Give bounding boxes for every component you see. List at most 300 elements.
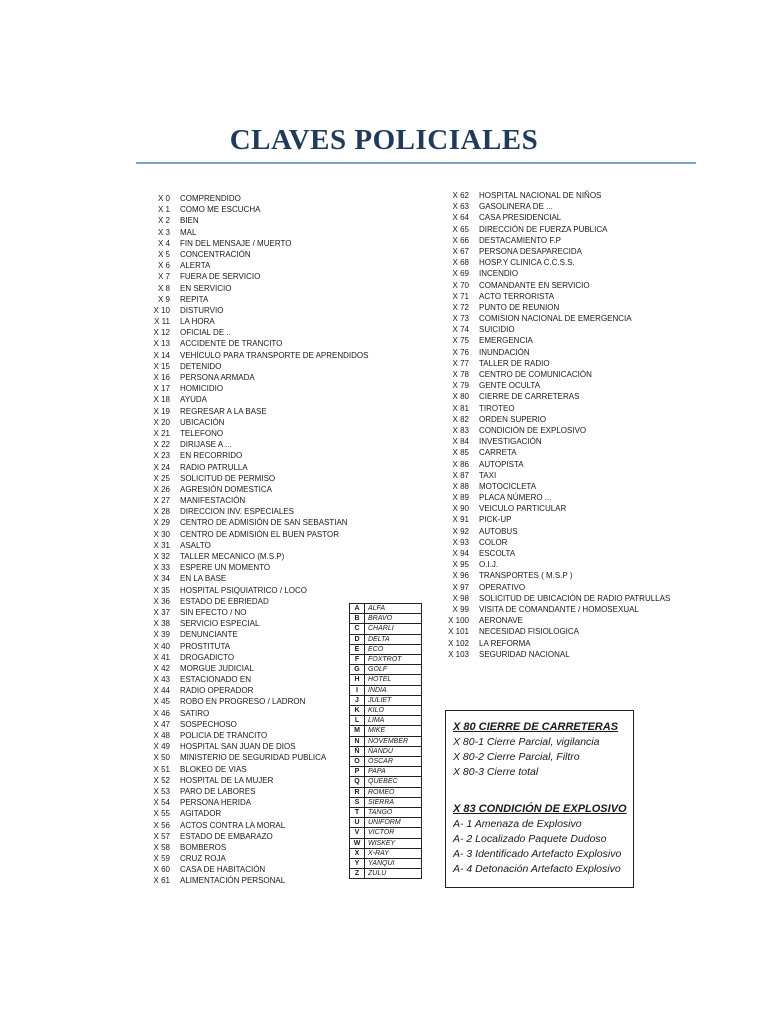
code-row [438,615,670,626]
code-id: X 3 [157,227,170,237]
code-id: X 67 [452,246,469,256]
code-id: X 86 [452,459,469,469]
code-row [438,358,670,369]
alphabet-word: YANQUI [365,859,422,869]
code-row [438,324,670,335]
code-meaning: DESTACAMIENTO F.P [479,235,561,245]
code-meaning: CRUZ ROJA [180,854,226,864]
code-row [142,294,369,305]
code-id: X 11 [154,317,170,327]
code-id: X 59 [153,854,170,864]
code-meaning: ESTADO DE EMBARAZO [180,831,273,841]
code-row [142,204,369,215]
code-row [142,406,369,417]
alphabet-letter: L [350,716,365,726]
alphabet-word: PAPA [365,767,422,777]
code-id: X 16 [153,373,170,382]
code-id: X 41 [153,652,170,662]
code-meaning: ESTADO DE EBRIEDAD [180,596,269,606]
code-id: X 57 [153,831,170,841]
code-id: X 45 [153,697,170,707]
code-meaning: ASALTO [180,540,211,550]
alphabet-letter: P [350,767,365,777]
code-meaning: DIRIJASE A ... [180,440,232,450]
alphabet-word: UNIFORM [365,818,422,828]
code-id: X 53 [153,786,170,796]
alphabet-letter: E [350,644,365,654]
code-id: X 61 [153,876,170,886]
code-meaning: EN SERVICIO [180,283,232,293]
code-row [142,629,369,640]
code-meaning: INUNDACIÓN [479,347,530,357]
code-id: X 9 [157,294,170,304]
code-row [142,350,369,361]
code-id: X 65 [452,224,469,234]
alphabet-word: LIMA [365,716,422,726]
code-meaning: SATIRO [180,708,210,718]
code-id: X 73 [452,314,469,324]
code-row [142,428,369,439]
code-meaning: ORDEN SUPERIO [479,414,547,424]
alphabet-word: FOXTROT [365,655,422,665]
code-meaning: ESTACIONADO EN [180,675,251,685]
phonetic-alphabet-table [349,603,422,879]
code-id: X 55 [153,809,170,819]
code-meaning: SIN EFECTO / NO [180,607,247,617]
alphabet-row [350,757,422,767]
code-id: X 13 [153,339,170,349]
code-meaning: BLOKEO DE VIAS [180,764,247,774]
code-row [438,280,670,291]
alphabet-word: ZULÚ [365,869,422,879]
alphabet-row [350,644,422,654]
code-row [438,626,670,637]
code-id: X 29 [153,518,170,528]
code-id: X 60 [153,865,170,875]
x80-section [453,721,618,780]
alphabet-word: BRAVO [365,614,422,624]
code-row [142,685,369,696]
alphabet-word: ALFA [365,604,422,614]
code-row [142,674,369,685]
code-row [438,582,670,593]
code-id: X 22 [153,440,170,450]
alphabet-letter: T [350,808,365,818]
alphabet-row [350,848,422,858]
code-id: X 34 [153,574,170,584]
code-meaning: PERSONA HERIDA [180,798,252,808]
alphabet-letter: A [350,604,365,614]
code-meaning: AUTOBUS [479,526,518,536]
code-meaning: LA REFORMA [479,638,531,648]
code-row [142,808,369,819]
code-meaning: RADIO OPERADOR [180,686,254,696]
alphabet-word: KILO [365,706,422,716]
alphabet-letter: K [350,706,365,716]
code-id: X 21 [153,428,170,438]
code-row [142,719,369,730]
code-row [142,506,369,517]
code-id: X 84 [452,437,469,447]
alphabet-row [350,655,422,665]
code-row [142,462,369,473]
code-row [438,593,670,604]
alphabet-letter: N [350,736,365,746]
code-id: X 64 [452,213,469,223]
alphabet-letter: Ñ [350,746,365,756]
code-row [438,447,670,458]
code-meaning: UBICACIÓN [180,417,225,427]
code-id: X 32 [153,552,170,561]
code-meaning: PARO DE LABORES [180,786,256,796]
code-row [142,517,369,528]
code-id: X 7 [157,272,170,282]
code-id: X 18 [153,395,170,405]
code-row [438,224,670,235]
code-row [438,481,670,492]
code-row [142,741,369,752]
code-row [142,283,369,294]
code-id: X 49 [153,742,170,752]
code-row [142,249,369,260]
alphabet-letter: J [350,695,365,705]
code-row [438,503,670,514]
code-id: X 25 [153,473,170,483]
code-id: X 27 [153,496,170,506]
code-meaning: COMANDANTE EN SERVICIO [479,280,590,290]
alphabet-row [350,675,422,685]
alphabet-word: GOLF [365,665,422,675]
code-meaning: HOSPITAL PSIQUIATRICO / LOCO [180,585,307,595]
code-row [438,268,670,279]
code-id: X 82 [452,414,469,424]
code-meaning: OFICIAL DE .. [180,328,231,338]
code-id: X 100 [448,616,469,626]
code-id: X 48 [153,731,170,740]
code-meaning: EMERGENCIA [479,336,533,346]
code-id: X 20 [153,417,170,427]
code-meaning: RADIO PATRULLA [180,462,248,472]
alphabet-letter: X [350,848,365,858]
code-meaning: TRANSPORTES ( M.S.P ) [479,571,573,581]
code-meaning: DIRECCIÓN DE FUERZA PUBLICA [479,224,608,234]
code-meaning: COLOR [479,537,508,547]
code-meaning: EN LA BASE [180,574,227,584]
code-meaning: TIROTEO [479,403,515,413]
alphabet-row [350,797,422,807]
code-id: X 77 [452,358,469,368]
code-meaning: HOSPITAL NACIONAL DE NIÑOS [479,191,602,200]
code-id: X 12 [153,328,170,338]
alphabet-letter: F [350,655,365,665]
code-id: X 56 [153,820,170,830]
code-meaning: ESPERE UN MOMENTO [180,563,271,573]
code-meaning: CASA PRESIDENCIAL [479,213,562,223]
code-id: X 68 [452,258,469,268]
code-row [142,238,369,249]
code-id: X 17 [153,384,170,394]
code-meaning: PERSONA DESAPARECIDA [479,246,582,256]
code-meaning: EN RECORRIDO [180,451,243,461]
x80-heading: X 80 CIERRE DE CARRETERAS [453,721,619,733]
code-row [438,492,670,503]
alphabet-row [350,665,422,675]
code-id: X 6 [157,261,170,271]
alphabet-word: NOVEMBER [365,736,422,746]
code-id: X 52 [153,775,170,785]
code-id: X 103 [448,649,469,659]
alphabet-letter: R [350,787,365,797]
code-row [142,764,369,775]
code-row [142,338,369,349]
code-id: X 99 [452,604,469,614]
alphabet-row [350,614,422,624]
code-row [438,369,670,380]
code-id: X 91 [452,515,469,525]
code-id: X 89 [452,493,469,503]
code-id: X 39 [153,630,170,640]
code-meaning: CENTRO DE ADMISIÓN EL BUEN PASTOR [180,529,339,539]
code-meaning: ACTO TERRORISTA [479,291,555,301]
alphabet-letter: I [350,685,365,695]
code-row [438,604,670,615]
code-row [142,585,369,596]
code-row [142,372,369,383]
code-row [438,470,670,481]
code-meaning: SERVICIO ESPECIAL [180,619,260,629]
alphabet-letter: Q [350,777,365,787]
code-meaning: PERSONA ARMADA [180,373,255,382]
code-row [142,752,369,763]
code-row [142,663,369,674]
code-id: X 75 [452,336,469,346]
code-id: X 81 [452,403,469,413]
code-meaning: ACTOS CONTRA LA MORAL [180,820,286,830]
code-row [142,797,369,808]
alphabet-letter: U [350,818,365,828]
alphabet-row [350,736,422,746]
code-meaning: ROBO EN PROGRESO / LADRON [180,697,306,707]
code-row [438,212,670,223]
code-id: X 63 [452,202,469,212]
code-row [142,305,369,316]
code-id: X 14 [153,350,170,360]
code-row [438,425,670,436]
code-meaning: FUERA DE SERVICIO [180,272,261,282]
codes-column-left [142,193,369,887]
code-meaning: NECESIDAD FISIOLOGICA [479,627,580,637]
code-meaning: MAL [180,227,197,237]
code-id: X 101 [448,627,469,637]
code-row [142,394,369,405]
code-row [142,316,369,327]
code-id: X 8 [157,283,170,293]
code-meaning: INCENDIO [479,269,519,279]
code-meaning: CONDICIÓN DE EXPLOSIVO [479,425,587,435]
code-meaning: AGRESIÓN DOMESTICA [180,484,273,494]
code-meaning: GENTE OCULTA [479,381,541,391]
x83-item: A- 1 Amenaza de Explosivo [453,818,582,830]
code-id: X 38 [153,619,170,629]
code-row [142,361,369,372]
alphabet-row [350,828,422,838]
alphabet-word: OSCAR [365,757,422,767]
code-id: X 15 [153,361,170,371]
code-row [438,190,670,201]
code-id: X 40 [153,641,170,651]
code-meaning: REPITA [180,294,209,304]
alphabet-row [350,838,422,848]
code-row [142,875,369,886]
code-meaning: ALIMENTACIÓN PERSONAL [180,876,286,886]
alphabet-word: WISKEY [365,838,422,848]
code-meaning: ESCOLTA [479,549,516,558]
code-meaning: SOLICITUD DE UBICACIÓN DE RADIO PATRULLAS [479,593,671,603]
alphabet-letter: C [350,624,365,634]
alphabet-row [350,604,422,614]
code-id: X 50 [153,753,170,763]
code-row [142,383,369,394]
code-meaning: CARRETA [479,448,517,458]
code-row [438,638,670,649]
code-meaning: DETENIDO [180,361,222,371]
code-row [438,414,670,425]
code-id: X 51 [153,764,170,774]
code-id: X 90 [452,504,469,514]
code-id: X 76 [452,347,469,357]
code-meaning: HOSP.Y CLINICA C.C.S.S. [479,258,575,268]
code-id: X 87 [452,470,469,480]
code-row [438,403,670,414]
code-row [438,514,670,525]
code-meaning: INVESTIGACIÓN [479,437,542,447]
code-meaning: HOSPITAL DE LA MUJER [180,775,274,785]
code-meaning: PLACA NÚMERO ... [479,493,552,503]
title-underline [136,162,696,164]
alphabet-row [350,859,422,869]
code-meaning: CENTRO DE ADMISIÓN DE SAN SEBASTIAN [180,518,348,528]
alphabet-word: ROMEO [365,787,422,797]
code-meaning: SUICIDIO [479,325,515,335]
alphabet-word: X-RAY [365,848,422,858]
code-row [142,708,369,719]
codes-column-right [438,190,670,660]
code-id: X 95 [452,560,469,570]
code-meaning: DROGADICTO [180,652,235,662]
alphabet-word: CHARLI [365,624,422,634]
alphabet-word: HOTEL [365,675,422,685]
code-row [142,652,369,663]
code-meaning: POLICIA DE TRANCITO [180,731,268,740]
code-meaning: SOSPECHOSO [180,719,237,729]
code-id: X 31 [153,540,170,550]
code-meaning: VEICULO PARTICULAR [479,504,567,514]
x80-item: X 80-2 Cierre Parcial, Filtro [453,751,580,763]
code-row [142,573,369,584]
code-meaning: GASOLINERA DE ... [479,202,553,212]
alphabet-letter: G [350,665,365,675]
alphabet-row [350,767,422,777]
code-row [438,246,670,257]
code-row [438,459,670,470]
code-meaning: CIERRE DE CARRETERAS [479,392,580,402]
alphabet-row [350,716,422,726]
alphabet-letter: M [350,726,365,736]
code-meaning: O.I.J. [479,560,499,570]
alphabet-row [350,808,422,818]
code-id: X 85 [452,448,469,458]
alphabet-word: INDIA [365,685,422,695]
code-row [142,562,369,573]
code-row [438,257,670,268]
code-row [438,436,670,447]
alphabet-letter: W [350,838,365,848]
code-row [142,831,369,842]
code-row [142,473,369,484]
code-id: X 62 [452,191,469,200]
alphabet-row [350,777,422,787]
code-meaning: COMO ME ESCUCHA [180,205,261,215]
code-id: X 74 [452,325,469,335]
code-meaning: PUNTO DE REUNION [479,302,560,312]
code-row [438,548,670,559]
code-id: X 102 [448,638,469,648]
code-id: X 0 [157,194,170,203]
code-meaning: AERONAVE [479,616,523,626]
code-row [142,551,369,562]
code-meaning: REGRESAR A LA BASE [180,406,267,416]
code-id: X 98 [452,593,469,603]
code-meaning: SEGURIDAD NACIONAL [479,649,570,659]
code-id: X 44 [153,686,170,696]
x83-heading: X 83 CONDICIÓN DE EXPLOSIVO [453,803,627,815]
code-id: X 4 [157,238,170,248]
code-row [142,529,369,540]
subcodes-box [445,710,634,888]
alphabet-letter: D [350,634,365,644]
alphabet-word: JULIET [365,695,422,705]
code-id: X 88 [452,481,469,491]
code-id: X 54 [153,798,170,808]
code-meaning: HOMICIDIO [180,384,224,394]
code-id: X 23 [153,451,170,461]
code-row [438,235,670,246]
code-meaning: ACCIDENTE DE TRANCITO [180,339,283,349]
code-id: X 58 [153,842,170,852]
alphabet-letter: S [350,797,365,807]
code-meaning: LA HORA [180,317,215,327]
code-id: X 94 [452,549,469,558]
code-meaning: TALLER MECANICO (M.S.P) [180,552,285,561]
code-id: X 69 [452,269,469,279]
code-id: X 36 [153,596,170,606]
code-meaning: DIRECCION INV. ESPECIALES [180,507,294,517]
code-row [142,820,369,831]
x80-item: X 80-1 Cierre Parcial, vigilancia [453,736,600,748]
alphabet-row [350,869,422,879]
code-id: X 1 [157,205,170,215]
code-id: X 26 [153,484,170,494]
code-meaning: PROSTITUTA [180,641,231,651]
code-row [142,271,369,282]
code-row [142,327,369,338]
code-meaning: MOTOCICLETA [479,481,537,491]
code-row [438,201,670,212]
code-id: X 70 [452,280,469,290]
code-row [142,696,369,707]
code-meaning: HOSPITAL SAN JUAN DE DIOS [180,742,296,752]
code-row [142,842,369,853]
